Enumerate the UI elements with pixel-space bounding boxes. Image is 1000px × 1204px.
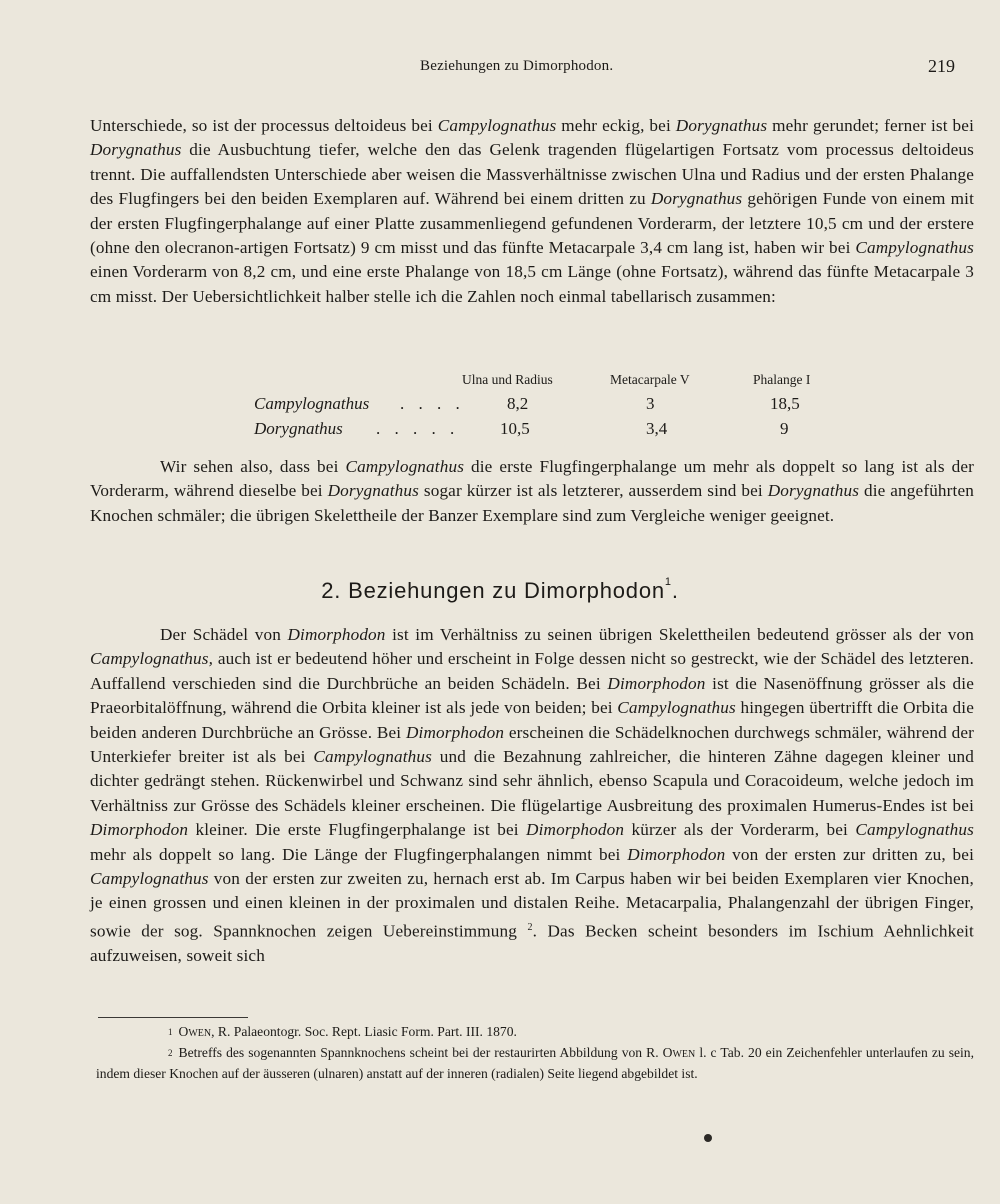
- paragraph-1-text: [90, 114, 974, 309]
- text-run: von der ersten zur zweiten zu, hernach erst ab. Im Carpus haben wir bei beiden Exemplaren vier Knochen, je einen grossen und einen kleinen in der proximalen und distalen Reihe. Metacarpalia, Phalangenzahl der übrigen Finger, sowie der sog. Spannknochen zeigen Uebereinstimmung: [90, 869, 974, 941]
- table-row-name: Campylognathus: [254, 394, 370, 413]
- table-row: [250, 419, 850, 443]
- text-run: die Ausbuchtung tiefer, welche den das Gelenk tragenden flügelartigen Fortsatz vom processus deltoideus trennt. Die auffallendsten Unterschiede aber weisen die Massverhältnisse zwischen Ulna und Radius und der ersten Phalange des Flugfingers bei den beiden Exemplaren auf. Während bei einem dritten zu: [90, 140, 974, 209]
- genus-name: Campylognathus: [90, 869, 209, 889]
- genus-name: Campylognathus: [345, 457, 465, 476]
- genus-name: Campylognathus,: [90, 649, 214, 669]
- text-run: mehr eckig, bei: [556, 116, 676, 135]
- table-header-metacarpale: Metacarpale V: [610, 372, 690, 387]
- genus-name: Dorygnathus: [90, 140, 182, 160]
- genus-name: Campylognathus: [313, 747, 433, 767]
- table-row-name: Dorygnathus: [254, 419, 343, 438]
- text-run: mehr als doppelt so lang. Die Länge der Flugfingerphalangen nimmt bei: [90, 844, 628, 864]
- genus-name: Dorygnathus: [767, 481, 860, 501]
- text-run: kürzer als der Vorderarm, bei: [624, 820, 856, 840]
- text-run: Wir sehen also, dass bei: [160, 457, 346, 476]
- page-number: 219: [928, 56, 955, 76]
- section-heading-text: 2. Beziehungen zu Dimorphodon: [321, 578, 665, 603]
- table-row: [250, 394, 850, 418]
- table-cell-phalange: 9: [780, 419, 789, 438]
- ink-speck: [704, 1134, 712, 1142]
- genus-name: Campylognathus: [855, 820, 974, 840]
- footnote-2-after: l. c Tab. 20 ein Zeichenfehler unterlaufen zu sein, indem dieser Knochen auf der äusseren (ulnaren) anstatt auf der inneren (radialen) Seite liegend abgebildet ist.: [96, 1045, 975, 1081]
- footnote-1-text: , R. Palaeontogr. Soc. Rept. Liasic Form. Part. III. 1870.: [211, 1024, 517, 1039]
- footnote-1-author: Owen: [178, 1024, 212, 1039]
- genus-name: Dimorphodon: [406, 722, 505, 742]
- text-run: Unterschiede, so ist der processus deltoideus bei: [90, 116, 438, 135]
- genus-name: Dorygnathus: [675, 116, 768, 135]
- text-run: von der ersten zur dritten zu, bei: [725, 844, 974, 864]
- footnote-ref-1: 1: [664, 576, 672, 588]
- text-run: die angeführten Knochen schmäler; die übrigen Skelettheile der Banzer Exemplare sind zum Vergleiche weniger geeignet.: [90, 481, 974, 525]
- text-run: einen Vorderarm von 8,2 cm, und eine erste Phalange von 18,5 cm Länge (ohne Fortsatz), während das fünfte Metacarpale 3 cm misst. Der Uebersichtlichkeit halber stelle ich die Zahlen noch einmal tabellarisch zusammen:: [90, 262, 974, 306]
- text-run: Der Schädel von: [160, 625, 288, 644]
- paragraph-1: [90, 114, 974, 309]
- table-cell-phalange: 18,5: [770, 394, 800, 413]
- genus-name: Campylognathus: [855, 238, 974, 258]
- table-row-leader: . . . . .: [376, 419, 460, 438]
- footnote-divider: [98, 1017, 248, 1018]
- genus-name: Dimorphodon: [287, 625, 386, 644]
- footnote-1-mark: 1: [168, 1027, 173, 1037]
- footnote-2-mark: 2: [168, 1048, 173, 1058]
- text-run: sogar kürzer ist als letzterer, ausserdem sind bei: [419, 481, 768, 501]
- text-run: ist im Verhältniss zu seinen übrigen Skelettheilen bedeutend grösser als der von: [385, 625, 974, 644]
- table-cell-ulna-radius: 10,5: [500, 419, 530, 438]
- paragraph-3-text: [90, 623, 974, 968]
- section-heading-end: .: [671, 578, 679, 603]
- footnote-2: [96, 1042, 974, 1084]
- genus-name: Dorygnathus: [650, 189, 743, 209]
- footnote-2-author: Owen: [662, 1045, 696, 1060]
- table-cell-metacarpale: 3,4: [646, 419, 668, 438]
- paragraph-2: [90, 455, 974, 528]
- genus-name: Dimorphodon: [607, 673, 706, 693]
- text-run: auch ist er bedeutend höher und erscheint in Folge dessen nicht so gestreckt, wie der Schädel des letzteren. Auffallend verschieden sind die Durchbrüche an beiden Schädeln. Bei: [90, 649, 974, 693]
- running-head: [0, 56, 1000, 80]
- genus-name: Campylognathus: [437, 116, 557, 135]
- text-run: mehr gerundet; ferner ist bei: [767, 116, 974, 135]
- table-cell-ulna-radius: 8,2: [507, 394, 529, 413]
- table-header-phalange: Phalange I: [753, 372, 811, 387]
- text-run: kleiner. Die erste Flugfingerphalange ist bei: [188, 820, 527, 840]
- running-title: Beziehungen zu Dimorphodon.: [420, 58, 614, 74]
- text-run: die erste Flugfingerphalange um mehr als doppelt so lang ist als der Vorderarm, während dieselbe bei: [90, 457, 975, 501]
- genus-name: Dimorphodon: [526, 820, 625, 840]
- text-run: . Das Becken scheint besonders im Ischium Aehnlichkeit aufzuweisen, soweit sich: [90, 921, 974, 966]
- genus-name: Dimorphodon: [627, 844, 726, 864]
- footnote-1: [96, 1021, 974, 1042]
- text-run: ist die Nasenöffnung grösser als die Praeorbitalöffnung, während die Orbita kleiner ist als jede von beiden; bei: [90, 673, 975, 718]
- section-heading: [0, 578, 1000, 604]
- table-cell-metacarpale: 3: [646, 394, 655, 413]
- paragraph-2-text: [90, 455, 974, 528]
- footnote-2-before: Betreffs des sogenannten Spannknochens scheint bei der restaurirten Abbildung von R.: [178, 1045, 663, 1060]
- text-run: gehörigen Funde von einem mit der ersten Flugfingerphalange auf einer Platte zusammenliegend gefundenen Vorderarm, der letztere 10,5 cm und der erstere (ohne den olecranon-artigen Fortsatz) 9 cm misst und das fünfte Metacarpale 3,4 cm lang ist, haben wir bei: [90, 189, 975, 258]
- footnote-ref: 2: [527, 921, 533, 933]
- text-run: und die Bezahnung zahlreicher, die hinteren Zähne dagegen kleiner und dichter gedrängt stehen. Rückenwirbel und Schwanz sind sehr ähnlich, ebenso Scapula und Coracoideum, welche jedoch im Verhältniss zur Grösse des Schädels kleiner erscheinen. Die flügelartige Ausbreitung des proximalen Humerus-Endes ist bei: [90, 747, 974, 815]
- table-header-ulna-radius: Ulna und Radius: [462, 372, 553, 387]
- paragraph-3: [90, 623, 974, 968]
- text-run: hingegen übertrifft die Orbita die beiden anderen Durchbrüche an Grösse. Bei: [90, 698, 974, 742]
- text-run: erscheinen die Schädelknochen durchwegs schmäler, während der Unterkiefer breiter ist als bei: [90, 722, 975, 767]
- genus-name: Dorygnathus: [327, 481, 419, 501]
- genus-name: Campylognathus: [617, 698, 736, 718]
- genus-name: Dimorphodon: [90, 820, 189, 840]
- footnotes: [96, 1021, 974, 1084]
- table-row-leader: . . . .: [400, 394, 465, 413]
